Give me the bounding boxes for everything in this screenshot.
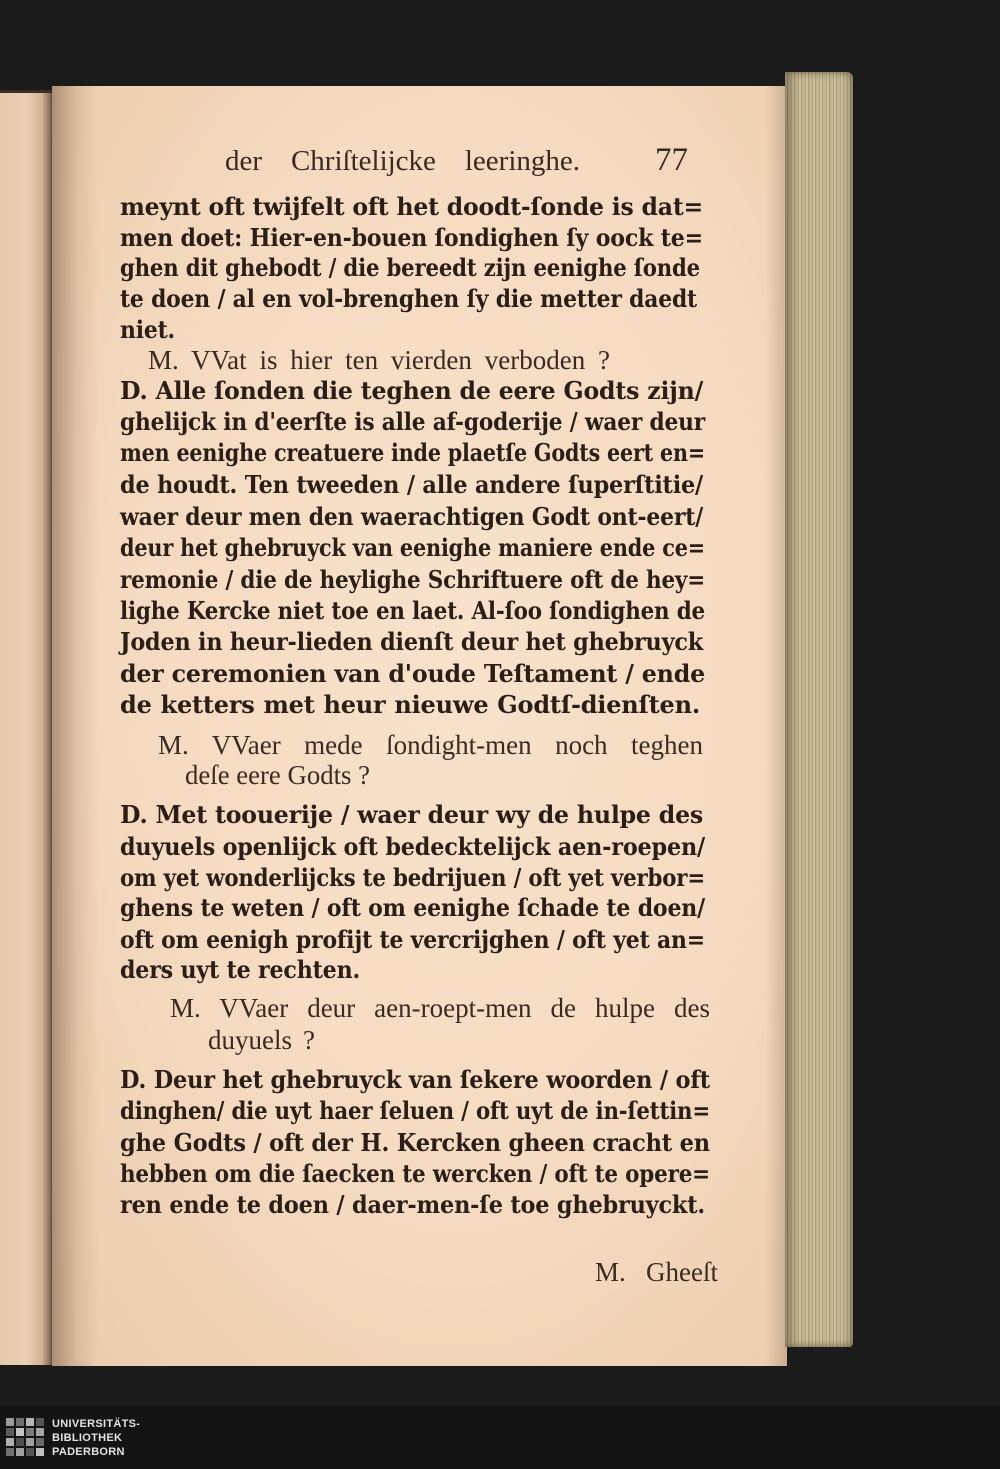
page-stack-edges — [785, 72, 853, 1347]
question-line: M. VVat is hier ten vierden verboden ? — [148, 345, 611, 375]
text-line: deur het ghebruyck van eenighe maniere ende ce= — [120, 533, 706, 562]
question-line: duyuels ? — [208, 1025, 315, 1055]
text-line: ghelijck in d'eerſte is alle af-goderije / waer deur — [120, 407, 706, 436]
running-title: der Chriſtelijcke leeringhe. — [225, 145, 581, 177]
text-line: lighe Kercke niet toe en laet. Al-ſoo ſondighen de — [120, 596, 705, 625]
text-line: de ketters met heur nieuwe Godtſ-dienſten. — [120, 690, 701, 719]
text-line: ghens te weten / oft om eenighe ſchade te doen/ — [120, 893, 705, 922]
text-line: duyuels openlijck oft bedecktelijck aen-roepen/ — [120, 832, 706, 861]
text-line: ghe Godts / oft der H. Kercken gheen cracht en — [120, 1128, 711, 1157]
catchword: M. Gheeſt — [595, 1257, 718, 1287]
text-line: remonie / die de heylighe Schriftuere oft de hey= — [120, 565, 706, 594]
institution-name-line: UNIVERSITÄTS- — [52, 1418, 141, 1430]
text-line: der ceremonien van d'oude Teſtament / ende — [120, 659, 706, 688]
text-line: oft om eenigh profijt te vercrijghen / oft yet an= — [120, 925, 705, 954]
text-line: men doet: Hier-en-bouen ſondighen ſy oock te= — [120, 223, 703, 252]
text-line: ghen dit ghebodt / die bereedt zijn eenighe ſonde — [120, 253, 700, 282]
text-line: D. Deur het ghebruyck van ſekere woorden / oft — [120, 1065, 710, 1094]
text-line: de houdt. Ten tweeden / alle andere ſuperſtitie/ — [120, 470, 704, 499]
text-line: niet. — [120, 315, 176, 344]
text-line: men eenighe creatuere inde plaetſe Godts eert en= — [120, 438, 705, 467]
text-line: ders uyt te rechten. — [120, 955, 361, 984]
text-line: ren ende te doen / daer-men-ſe toe ghebruyckt. — [120, 1190, 706, 1219]
question-line: M. VVaer mede ſondight-men noch teghen — [158, 730, 703, 760]
question-line: deſe eere Godts ? — [185, 760, 370, 790]
text-line: meynt oft twijfelt oft het doodt-ſonde is dat= — [120, 192, 704, 221]
page-number: 77 — [655, 142, 688, 178]
text-line: waer deur men den waerachtigen Godt ont-eert/ — [120, 502, 704, 531]
text-line: D. Met toouerije / waer deur wy de hulpe des — [120, 800, 704, 829]
text-line: om yet wonderlijcks te bedrijuen / oft yet verbor= — [120, 863, 706, 892]
institution-name-line: BIBLIOTHEK — [52, 1432, 123, 1444]
text-line: D. Alle ſonden die teghen de eere Godts zijn/ — [120, 376, 704, 405]
footer-bar — [0, 1405, 1000, 1469]
text-line: Joden in heur-lieden dienſt deur het ghebruyck — [120, 627, 703, 656]
text-line: hebben om die ſaecken te wercken / oft te opere= — [120, 1159, 710, 1188]
text-line: te doen / al en vol-brenghen ſy die metter daedt — [120, 284, 697, 313]
previous-page-edge — [0, 90, 52, 1365]
text-line: dinghen/ die uyt haer ſeluen / oft uyt de in-ſettin= — [120, 1096, 710, 1125]
library-logo-icon — [4, 1416, 46, 1462]
question-line: M. VVaer deur aen-roept-men de hulpe des — [170, 993, 710, 1023]
institution-name-line: PADERBORN — [52, 1446, 125, 1458]
